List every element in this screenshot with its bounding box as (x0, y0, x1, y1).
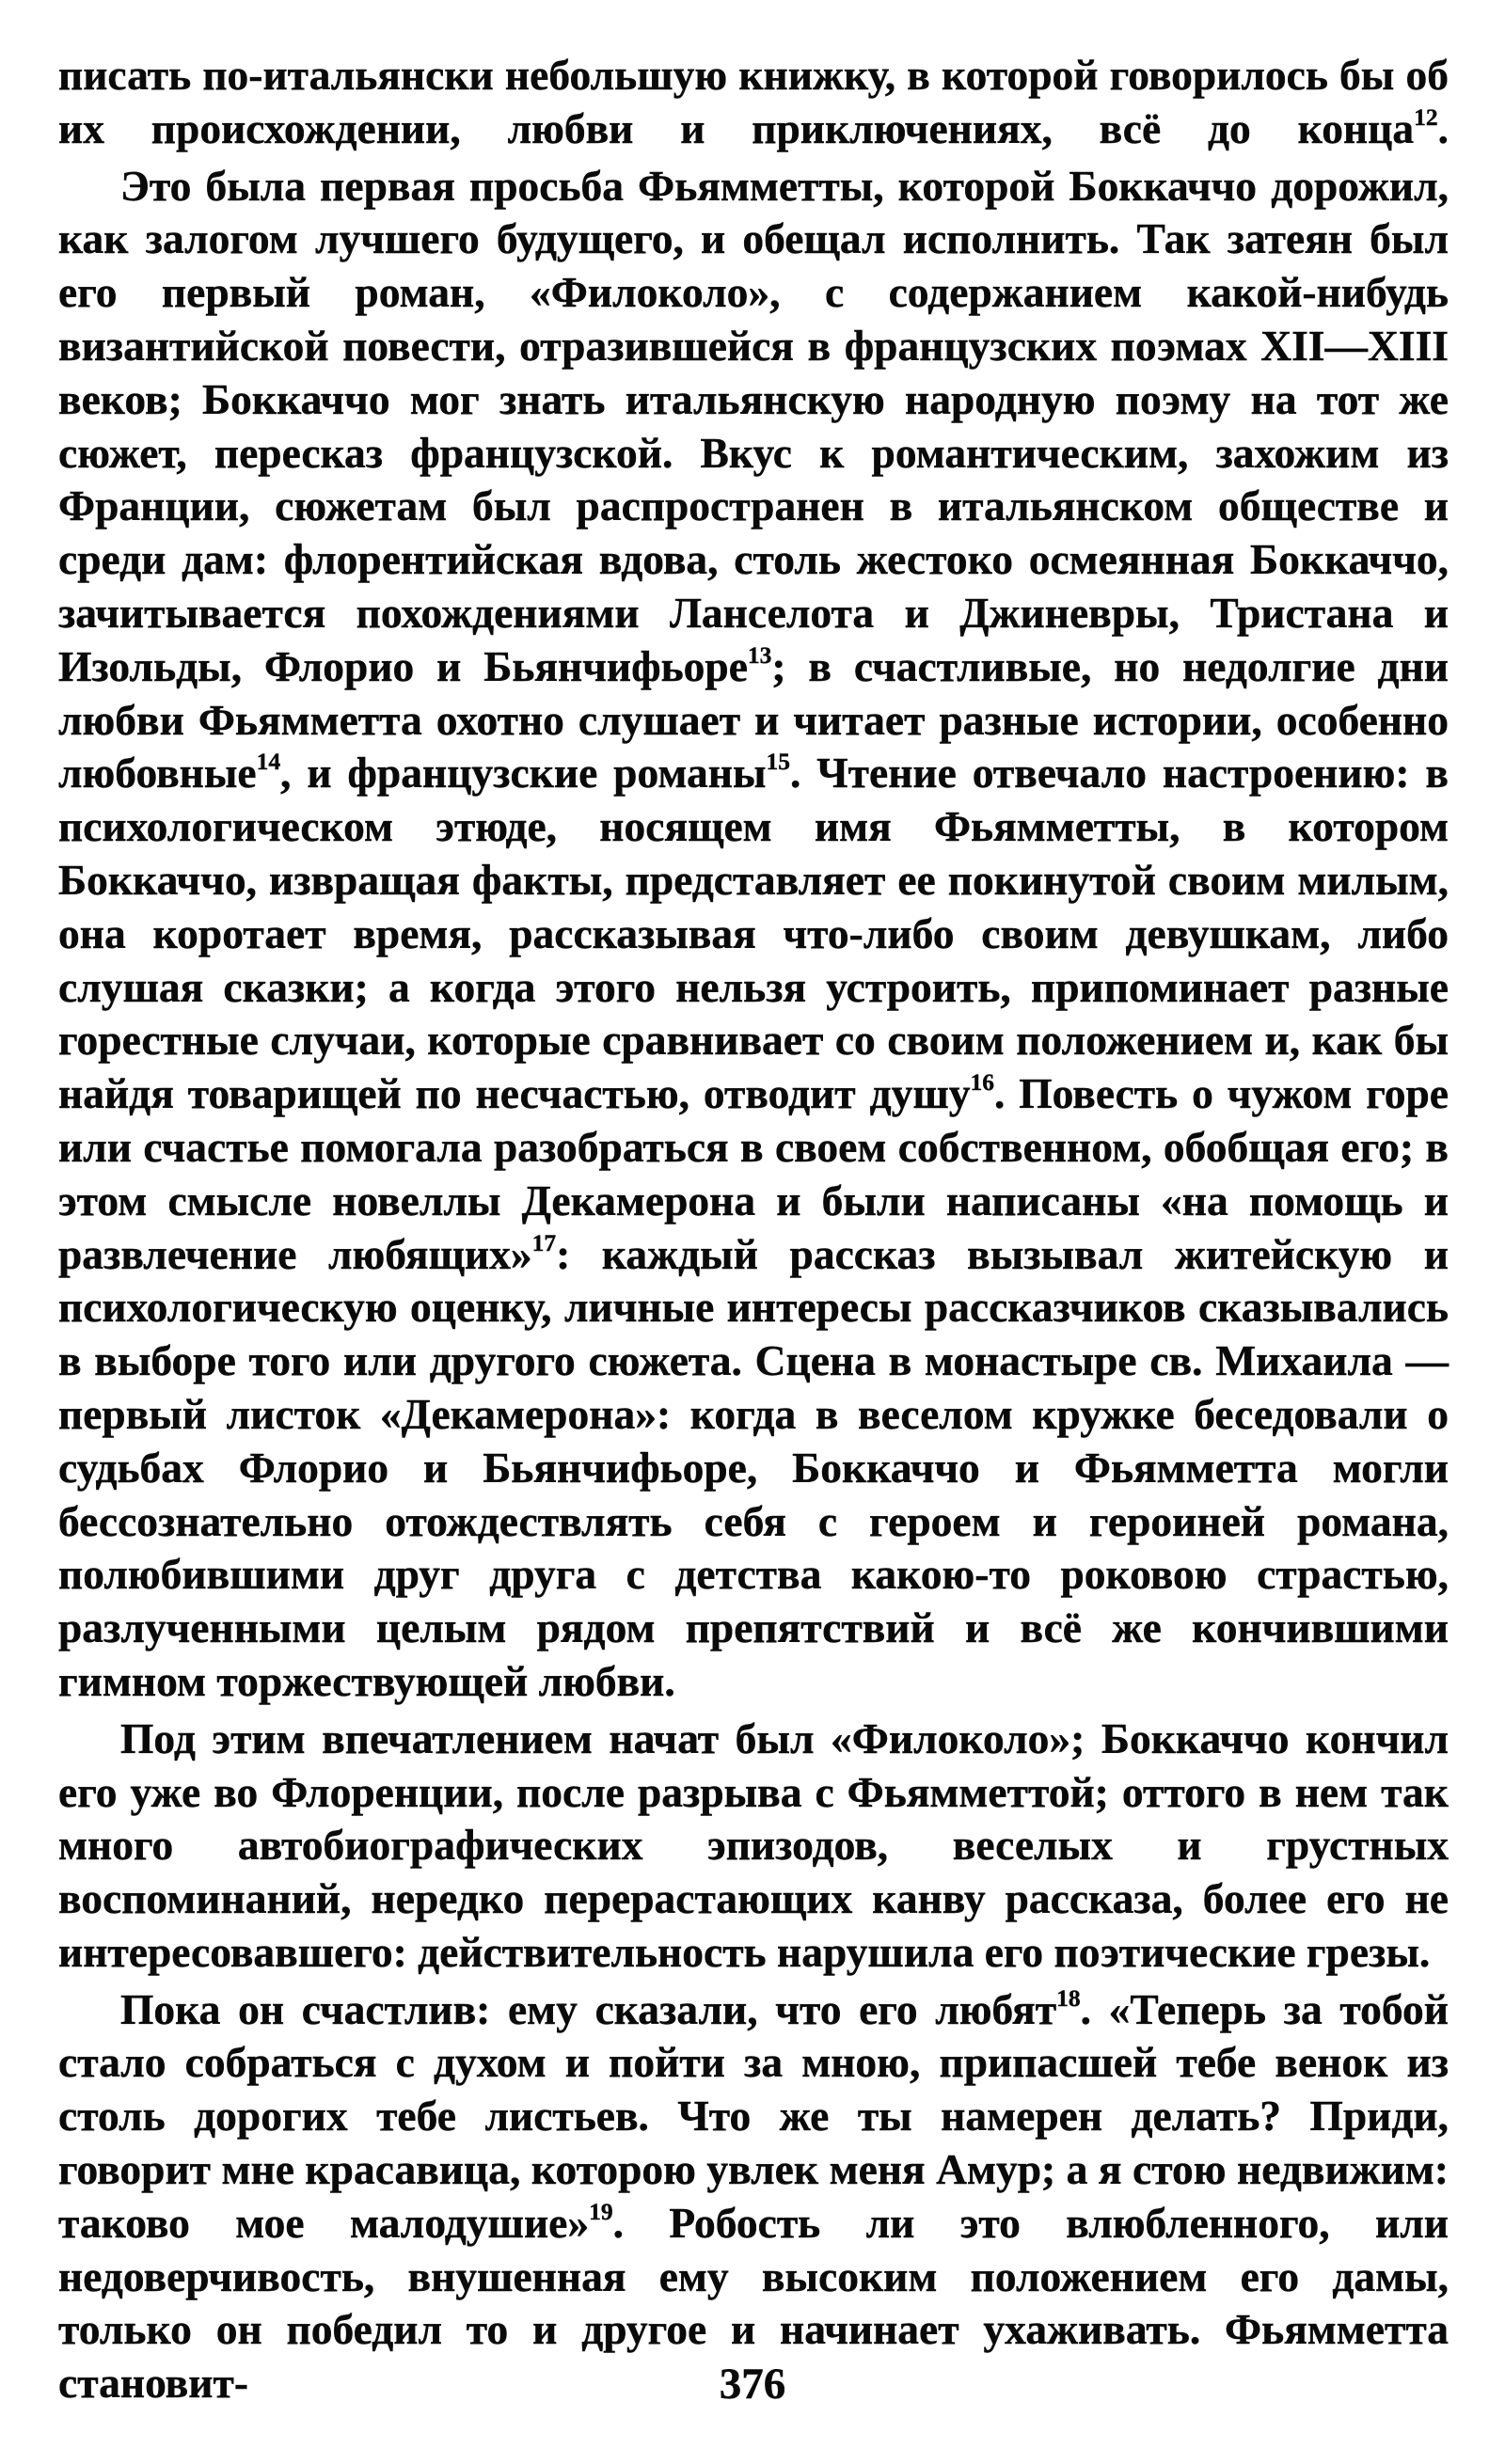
text-run: . Повесть о чужом горе или счастье помогала разобраться в своем собственном, обобщая его; в этом смысле новеллы Декамерона и были написаны «на помощь и развлечение любящих» (58, 1069, 1450, 1278)
page-text (58, 49, 1449, 2410)
footnote-ref: 13 (747, 640, 772, 669)
text-run: Под этим впечатлением начат был «Филоколо»; Боккаччо кончил его уже во Флоренции, после разрыва с Фьямметтой; оттого в нем так много автобиографических эпизодов, веселых и грустных воспоминаний, нередко перерастающих канву рассказа, более его не интересовавшего: действительность нарушила его поэтические грезы. (58, 1714, 1449, 1976)
text-run: : каждый рассказ вызывал житейскую и психологическую оценку, личные интересы рассказчиков сказывались в выборе того или другого сюжета. Сцена в монастыре св. Михаила — первый листок «Декамерона»: когда в веселом кружке беседовали о судьбах Флорио и Бьянчифьоре, Боккаччо и Фьямметта могли бессознательно отождествлять себя с героем и героиней романа, полюбившими друг друга с детства какою-то роковою страстью, разлученными целым рядом препятствий и всё же кончившими гимном торжествующей любви. (58, 1229, 1449, 1705)
text-run: ; в счастливые, но недолгие дни любви Фьямметта охотно слушает и читает разные истории, особенно любовные (58, 641, 1449, 798)
text-run: . (1437, 103, 1449, 152)
footnote-ref: 18 (1056, 1983, 1081, 2012)
footnote-ref: 17 (531, 1228, 557, 1256)
footnote-ref: 19 (589, 2197, 613, 2225)
text-run: Пока он счастлив: ему сказали, что его любят (120, 1984, 1057, 2033)
page-number: 376 (719, 2360, 786, 2409)
footnote-ref: 16 (970, 1068, 994, 1097)
paragraph-2 (58, 160, 1449, 1709)
footnote-ref: 15 (766, 748, 790, 776)
text-run: Это была первая просьба Фьямметты, которой Боккаччо дорожил, как залогом лучшего будущего, и обещал исполнить. Так затеян был его первый роман, «Филоколо», с содержанием какой-нибудь византийской повести, отразившейся в французских поэмах XII—XIII веков; Боккаччо мог знать итальянскую народную поэму на тот же сюжет, пересказ французской. Вкус к романтическим, захожим из Франции, сюжетам был распространен в итальянском обществе и среди дам: флорентийская вдова, столь жестоко осмеянная Боккаччо, зачитывается похождениями Ланселота и Джиневры, Тристана и Изольды, Флорио и Бьянчифьоре (58, 161, 1449, 690)
paragraph-1 (58, 49, 1449, 156)
paragraph-3 (58, 1713, 1449, 1980)
text-run: писать по-итальянски небольшую книжку, в которой говорилось бы об их происхождении, любви и приключениях, всё до конца (58, 51, 1449, 152)
text-run: . Робость ли это влюбленного, или недоверчивость, внушенная ему высоким положением его дамы, только он победил то и другое и начинает ухаживать. Фьямметта становит- (58, 2198, 1449, 2408)
text-run: . Чтение отвечало настроению: в психологическом этюде, носящем имя Фьямметты, в котором Боккаччо, извращая факты, представляет ее покинутой своим милым, она коротает время, рассказывая что-либо своим девушкам, либо слушая сказки; а когда этого нельзя устроить, припоминает разные горестные случаи, которые сравнивает со своим положением и, как бы найдя товарищей по несчастью, отводит душу (58, 749, 1449, 1118)
paragraph-4 (58, 1983, 1449, 2410)
footnote-ref: 14 (256, 748, 281, 776)
text-run: , и французские романы (280, 749, 767, 798)
text-run: . «Теперь за тобой стало собраться с духом и пойти за мною, припасшей тебе венок из столь дорогих тебе листьев. Что же ты намерен делать? Приди, говорит мне красавица, которою увлек меня Амур; а я стою недвижим: таково мое малодушие» (58, 1984, 1449, 2247)
footnote-ref: 12 (1414, 103, 1438, 131)
